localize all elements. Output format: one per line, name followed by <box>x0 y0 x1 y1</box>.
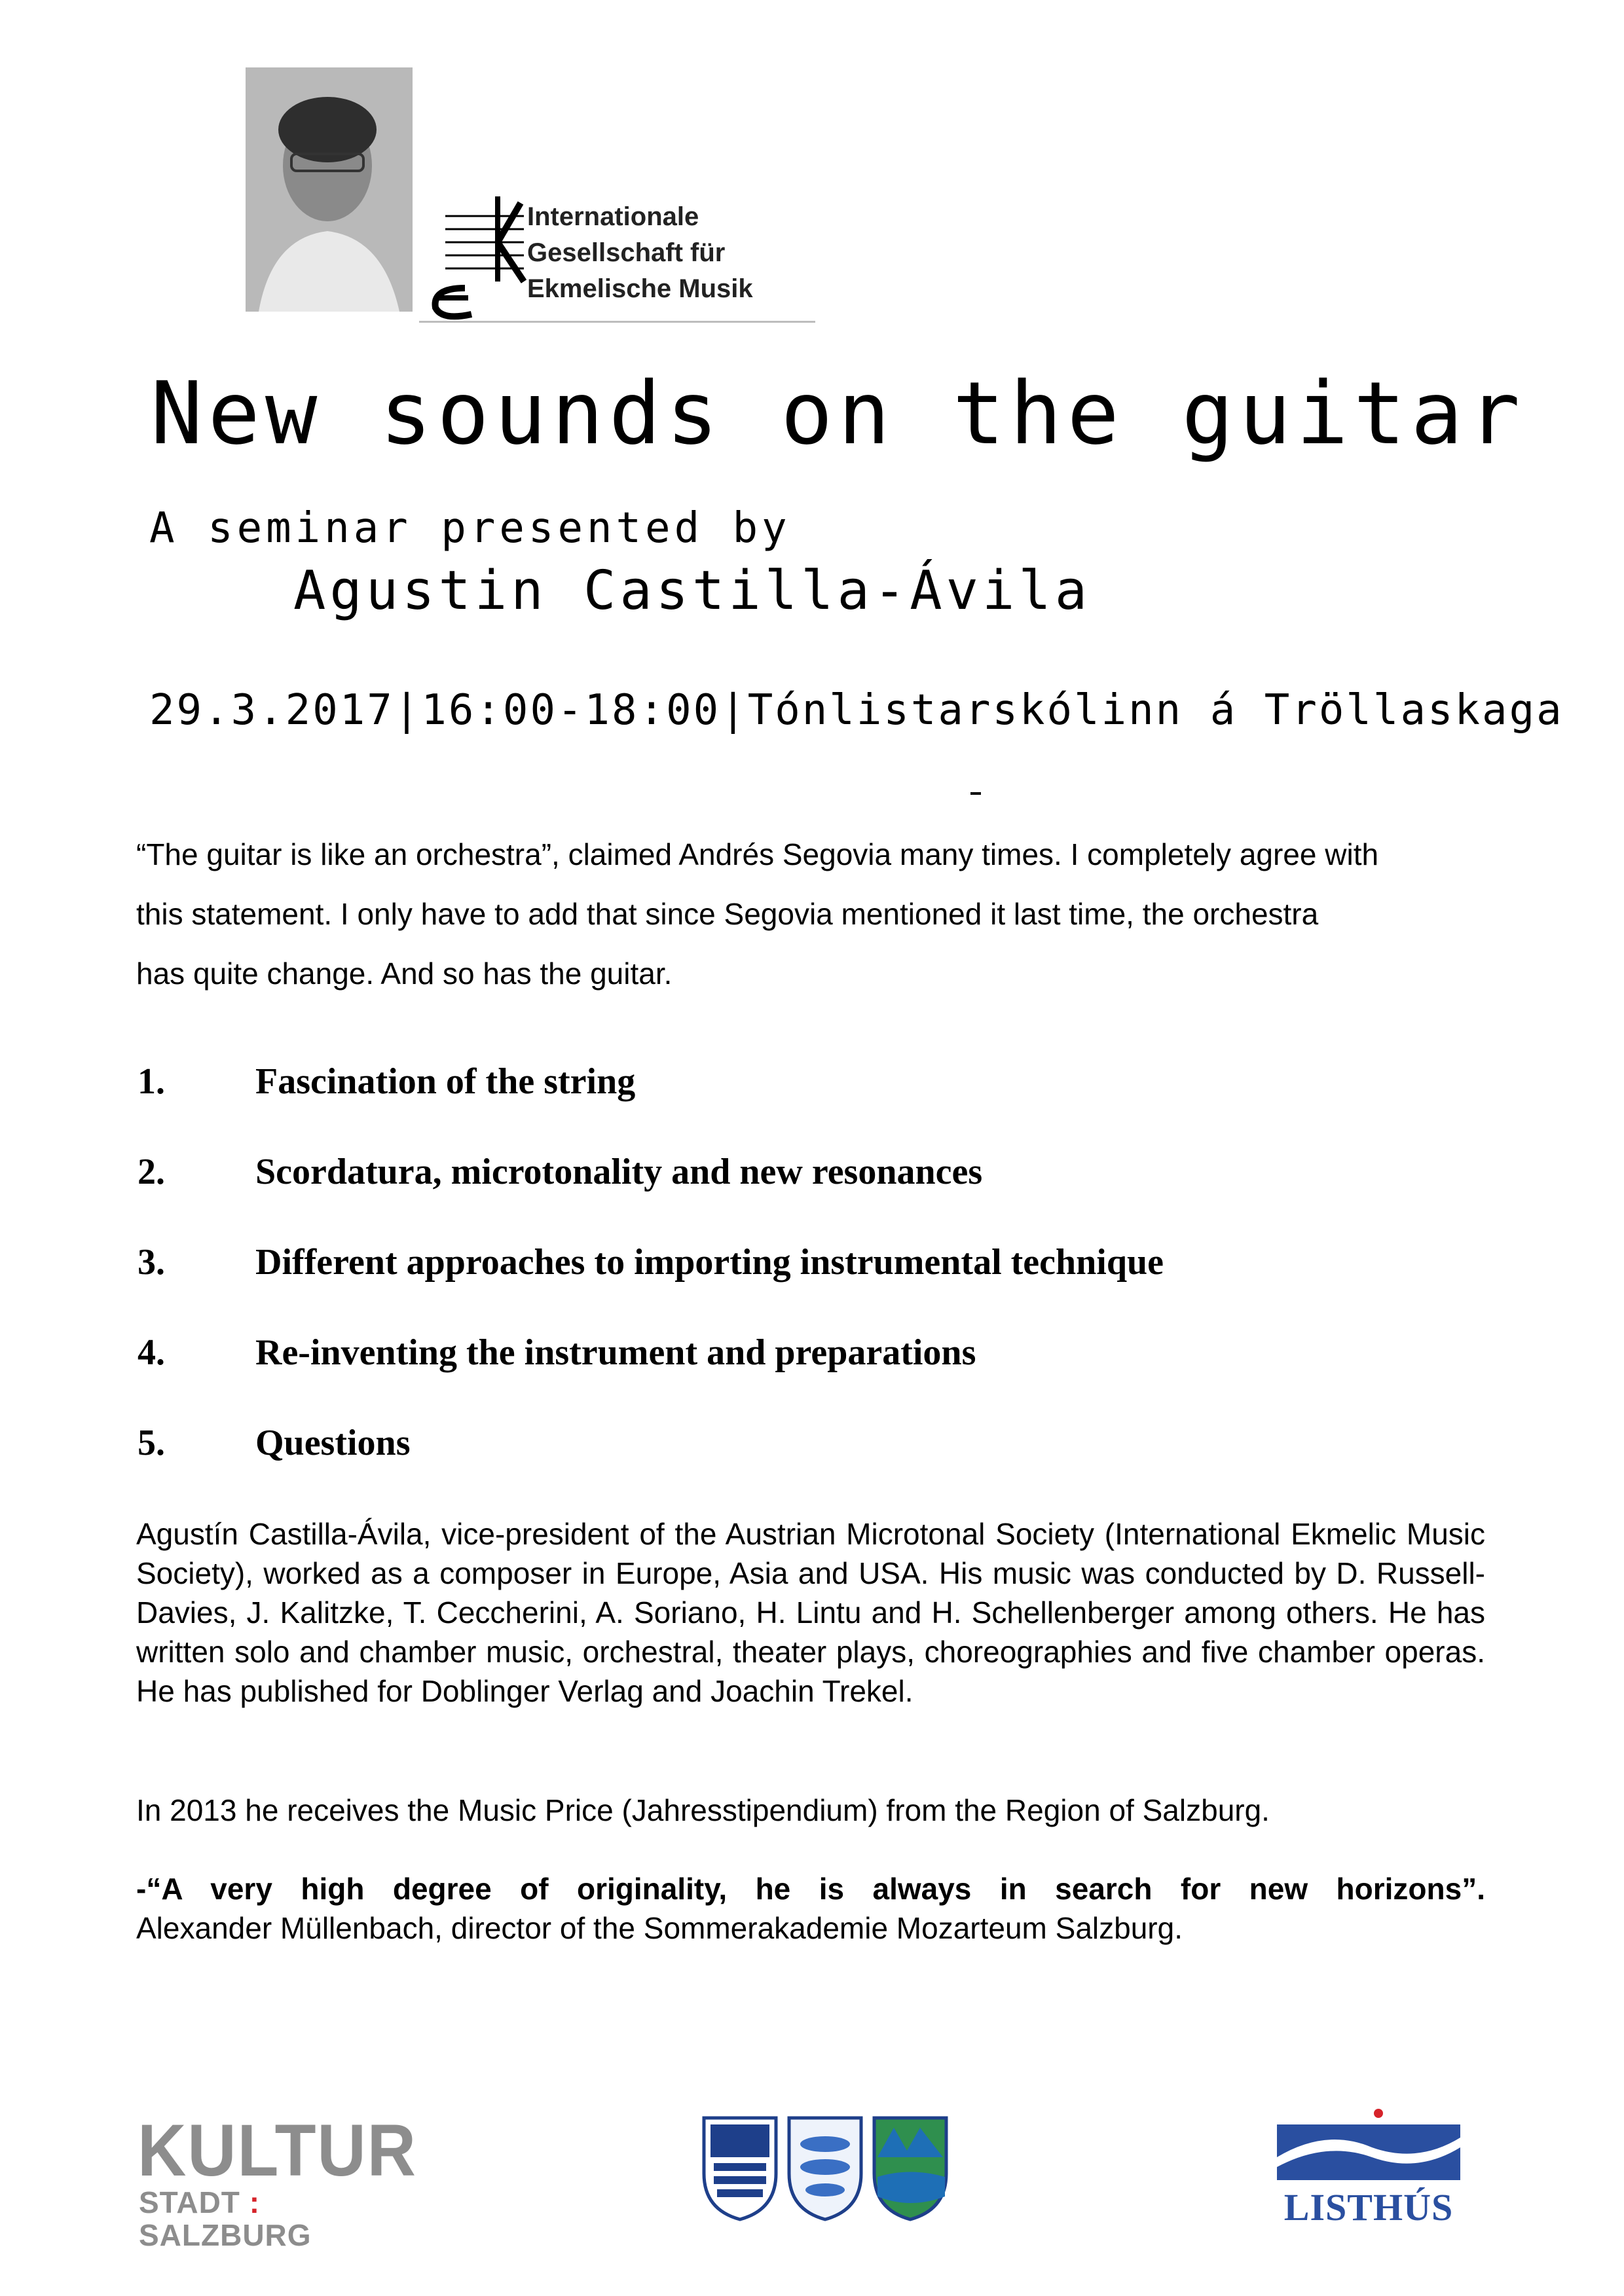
quote-text: -“A very high degree of originality, he is always in search for new horizons”. <box>136 1872 1485 1906</box>
divider-mark <box>970 792 981 795</box>
presenter-photo <box>246 67 413 312</box>
topic-number: 2. <box>138 1152 165 1192</box>
kultur-salzburg: SALZBURG <box>139 2218 312 2252</box>
topic-label: Scordatura, microtonality and new resonances <box>255 1152 983 1192</box>
intro-line: this statement. I only have to add that since Segovia mentioned it last time, the orchestra <box>136 897 1319 931</box>
topic-number: 5. <box>138 1423 165 1463</box>
list-item <box>138 1236 1513 1326</box>
topic-label: Re-inventing the instrument and preparations <box>255 1332 976 1373</box>
society-name <box>527 199 753 307</box>
kultur-salzburg-logo <box>138 2109 439 2252</box>
kultur-stadt: STADT <box>139 2185 240 2219</box>
topic-number: 1. <box>138 1061 165 1102</box>
list-item <box>138 1055 1513 1146</box>
kultur-separator: : <box>249 2185 261 2219</box>
prize-paragraph: In 2013 he receives the Music Price (Jahresstipendium) from the Region of Salzburg. <box>136 1793 1270 1827</box>
intro-paragraph <box>136 825 1511 1004</box>
event-info: 29.3.2017|16:00-18:00|Tónlistarskólinn á Tröllaskaga <box>149 686 1564 735</box>
quote-block <box>136 1869 1485 1948</box>
page-title: New sounds on the guitar <box>151 363 1526 464</box>
list-item <box>138 1326 1513 1417</box>
listhus-logo <box>1274 2108 1464 2229</box>
bio-paragraph: Agustín Castilla-Ávila, vice-president of the Austrian Microtonal Society (International Ekmelic Music Society), worked as a composer in Europe, Asia and USA. His music was conducted by D. Russell-Davies, J. Kalitzke, T. Ceccherini, A. Soriano, H. Lintu and H. Schellenberger among others. He has written solo and chamber music, orchestral, theater plays, choreographies and five chamber operas. He has published for Doblinger Verlag and Joachin Trekel. <box>136 1517 1485 1708</box>
society-name-line-1: Internationale <box>527 202 699 231</box>
topic-label: Questions <box>255 1423 411 1463</box>
topic-label: Fascination of the string <box>255 1061 636 1102</box>
topics-list <box>138 1055 1513 1507</box>
society-name-line-2: Gesellschaft für <box>527 238 726 267</box>
ekmelic-logo-icon <box>419 190 527 321</box>
kultur-wordmark: KULTUR <box>138 2109 417 2191</box>
crest-icon <box>704 2118 776 2219</box>
presenter-name: Agustin Castilla-Ávila <box>293 560 1092 622</box>
quote-attribution: Alexander Müllenbach, director of the Sommerakademie Mozarteum Salzburg. <box>136 1911 1183 1945</box>
listhus-emblem-icon <box>1274 2108 1464 2187</box>
listhus-wordmark: LISTHÚS <box>1283 2186 1454 2229</box>
municipal-crests <box>697 2111 959 2223</box>
kultur-subtitle <box>139 2186 439 2251</box>
crest-mountain-icon <box>874 2118 946 2219</box>
ekmelic-society-logo <box>419 190 815 323</box>
topic-number: 4. <box>138 1332 165 1373</box>
list-item <box>138 1417 1513 1507</box>
topic-label: Different approaches to importing instrumental technique <box>255 1242 1164 1283</box>
subtitle: A seminar presented by <box>149 504 791 553</box>
crest-fish-icon <box>789 2118 861 2219</box>
topic-number: 3. <box>138 1242 165 1283</box>
list-item <box>138 1146 1513 1236</box>
intro-line: “The guitar is like an orchestra”, claimed Andrés Segovia many times. I completely agree with <box>136 837 1379 871</box>
intro-line: has quite change. And so has the guitar. <box>136 957 673 991</box>
society-name-line-3: Ekmelische Musik <box>527 274 753 303</box>
